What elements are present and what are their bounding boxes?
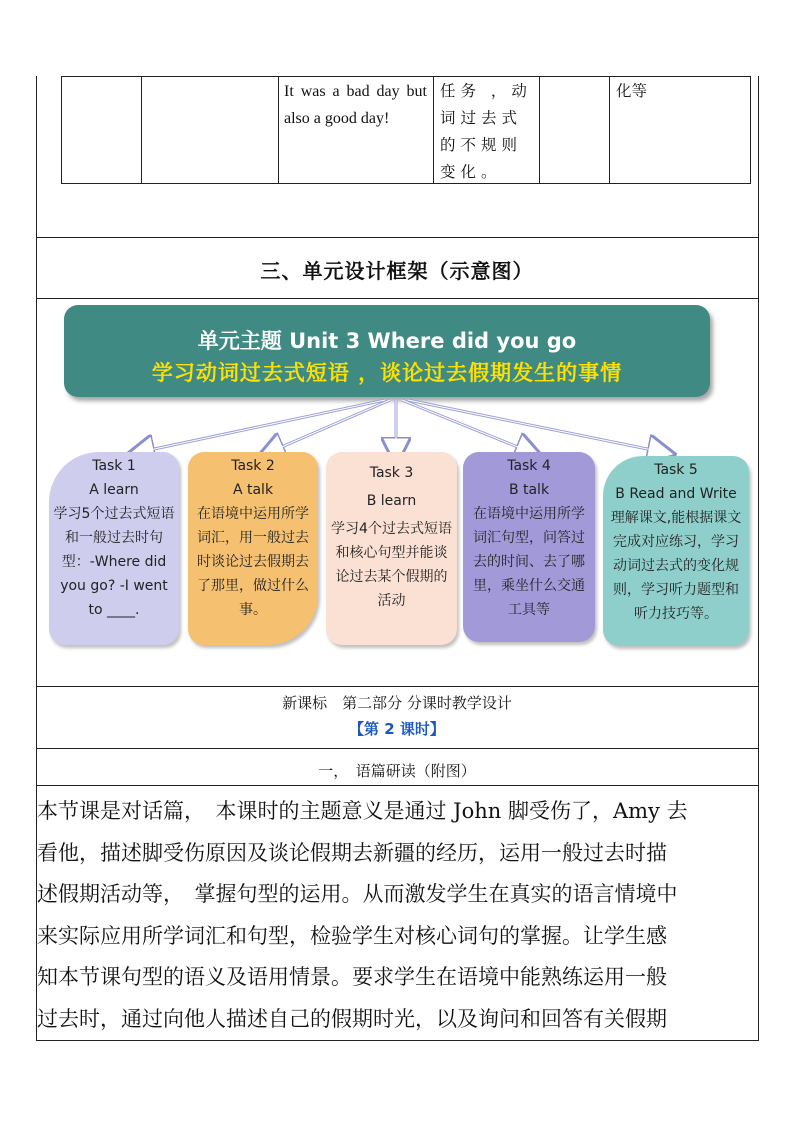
task-body: 理解课文,能根据课文完成对应练习，学习动词过去式的变化规则，学习听力题型和听力技巧等。 — [610, 510, 742, 622]
task-sub: A learn — [89, 482, 139, 498]
paragraph-line: 看他，描述脚受伤原因及谈论假期去新疆的经历，运用一般过去时描 — [37, 840, 667, 865]
paragraph-line: 过去时，通过向他人描述自己的假期时光，以及询问和回答有关假期 — [37, 1006, 667, 1031]
task-card-3 — [326, 452, 457, 645]
table-cell-tail: 化等 — [616, 82, 648, 100]
table-cell-quote: It was a bad day but also a good day! — [284, 83, 427, 127]
row-divider — [36, 686, 759, 687]
reading-paragraph — [37, 791, 758, 1040]
task-label: Task 2 — [231, 458, 275, 474]
task-body: 在语境中运用所学词汇，用一般过去时谈论过去假期去了那里，做过什么事。 — [197, 506, 309, 618]
paragraph-line: 来实际应用所学词汇和句型，检验学生对核心词句的掌握。让学生感 — [37, 923, 667, 948]
task-card-4 — [463, 452, 595, 642]
section-title: 三、单元设计框架（示意图） — [260, 259, 534, 283]
task-card-1 — [49, 452, 179, 645]
row-divider — [36, 1040, 759, 1041]
task-label: Task 3 — [369, 465, 414, 481]
task-label: Task 4 — [507, 458, 551, 474]
paragraph-line: 述假期活动等， 掌握句型的运用。从而激发学生在真实的语言情境中 — [37, 882, 678, 906]
task-sub: B learn — [366, 493, 417, 509]
task-body: 学习5个过去式短语和一般过去时句型：-Where did you go? -I went to ____. — [53, 506, 175, 618]
task-sub: B Read and Write — [615, 486, 737, 502]
connector-arrows — [0, 0, 794, 470]
paragraph-line: 本节课是对话篇， 本课时的主题意义是通过 John 脚受伤了，Amy 去 — [37, 799, 688, 823]
paragraph-line: 知本节课句型的语义及语用情景。要求学生在语境中能熟练运用一般 — [37, 965, 667, 989]
row-divider — [36, 785, 759, 786]
task-label: Task 1 — [92, 458, 136, 474]
reading-section-title: 一， 语篇研读（附图） — [318, 762, 476, 780]
lesson-label: 【第 2 课时】 — [349, 720, 445, 738]
task-card-2 — [188, 452, 318, 645]
banner-title: 单元主题 Unit 3 Where did you go — [197, 329, 577, 353]
task-body: 在语境中运用所学词汇句型，问答过去的时间、去了哪里，乘坐什么交通工具等 — [473, 506, 585, 618]
task-card-5 — [603, 456, 749, 646]
task-sub: B talk — [508, 482, 550, 498]
table-cell-task-note: 任务 ，动词过去式的不规则变化。 — [440, 82, 532, 181]
banner-subtitle: 学习动词过去式短语 ，谈论过去假期发生的事情 — [151, 361, 623, 385]
task-sub: A talk — [232, 482, 274, 498]
part-title: 新课标 第二部分 分课时教学设计 — [282, 694, 512, 712]
task-label: Task 5 — [654, 462, 698, 478]
task-body: 学习4个过去式短语和核心句型并能谈论过去某个假期的活动 — [331, 521, 452, 609]
row-divider — [36, 748, 759, 749]
